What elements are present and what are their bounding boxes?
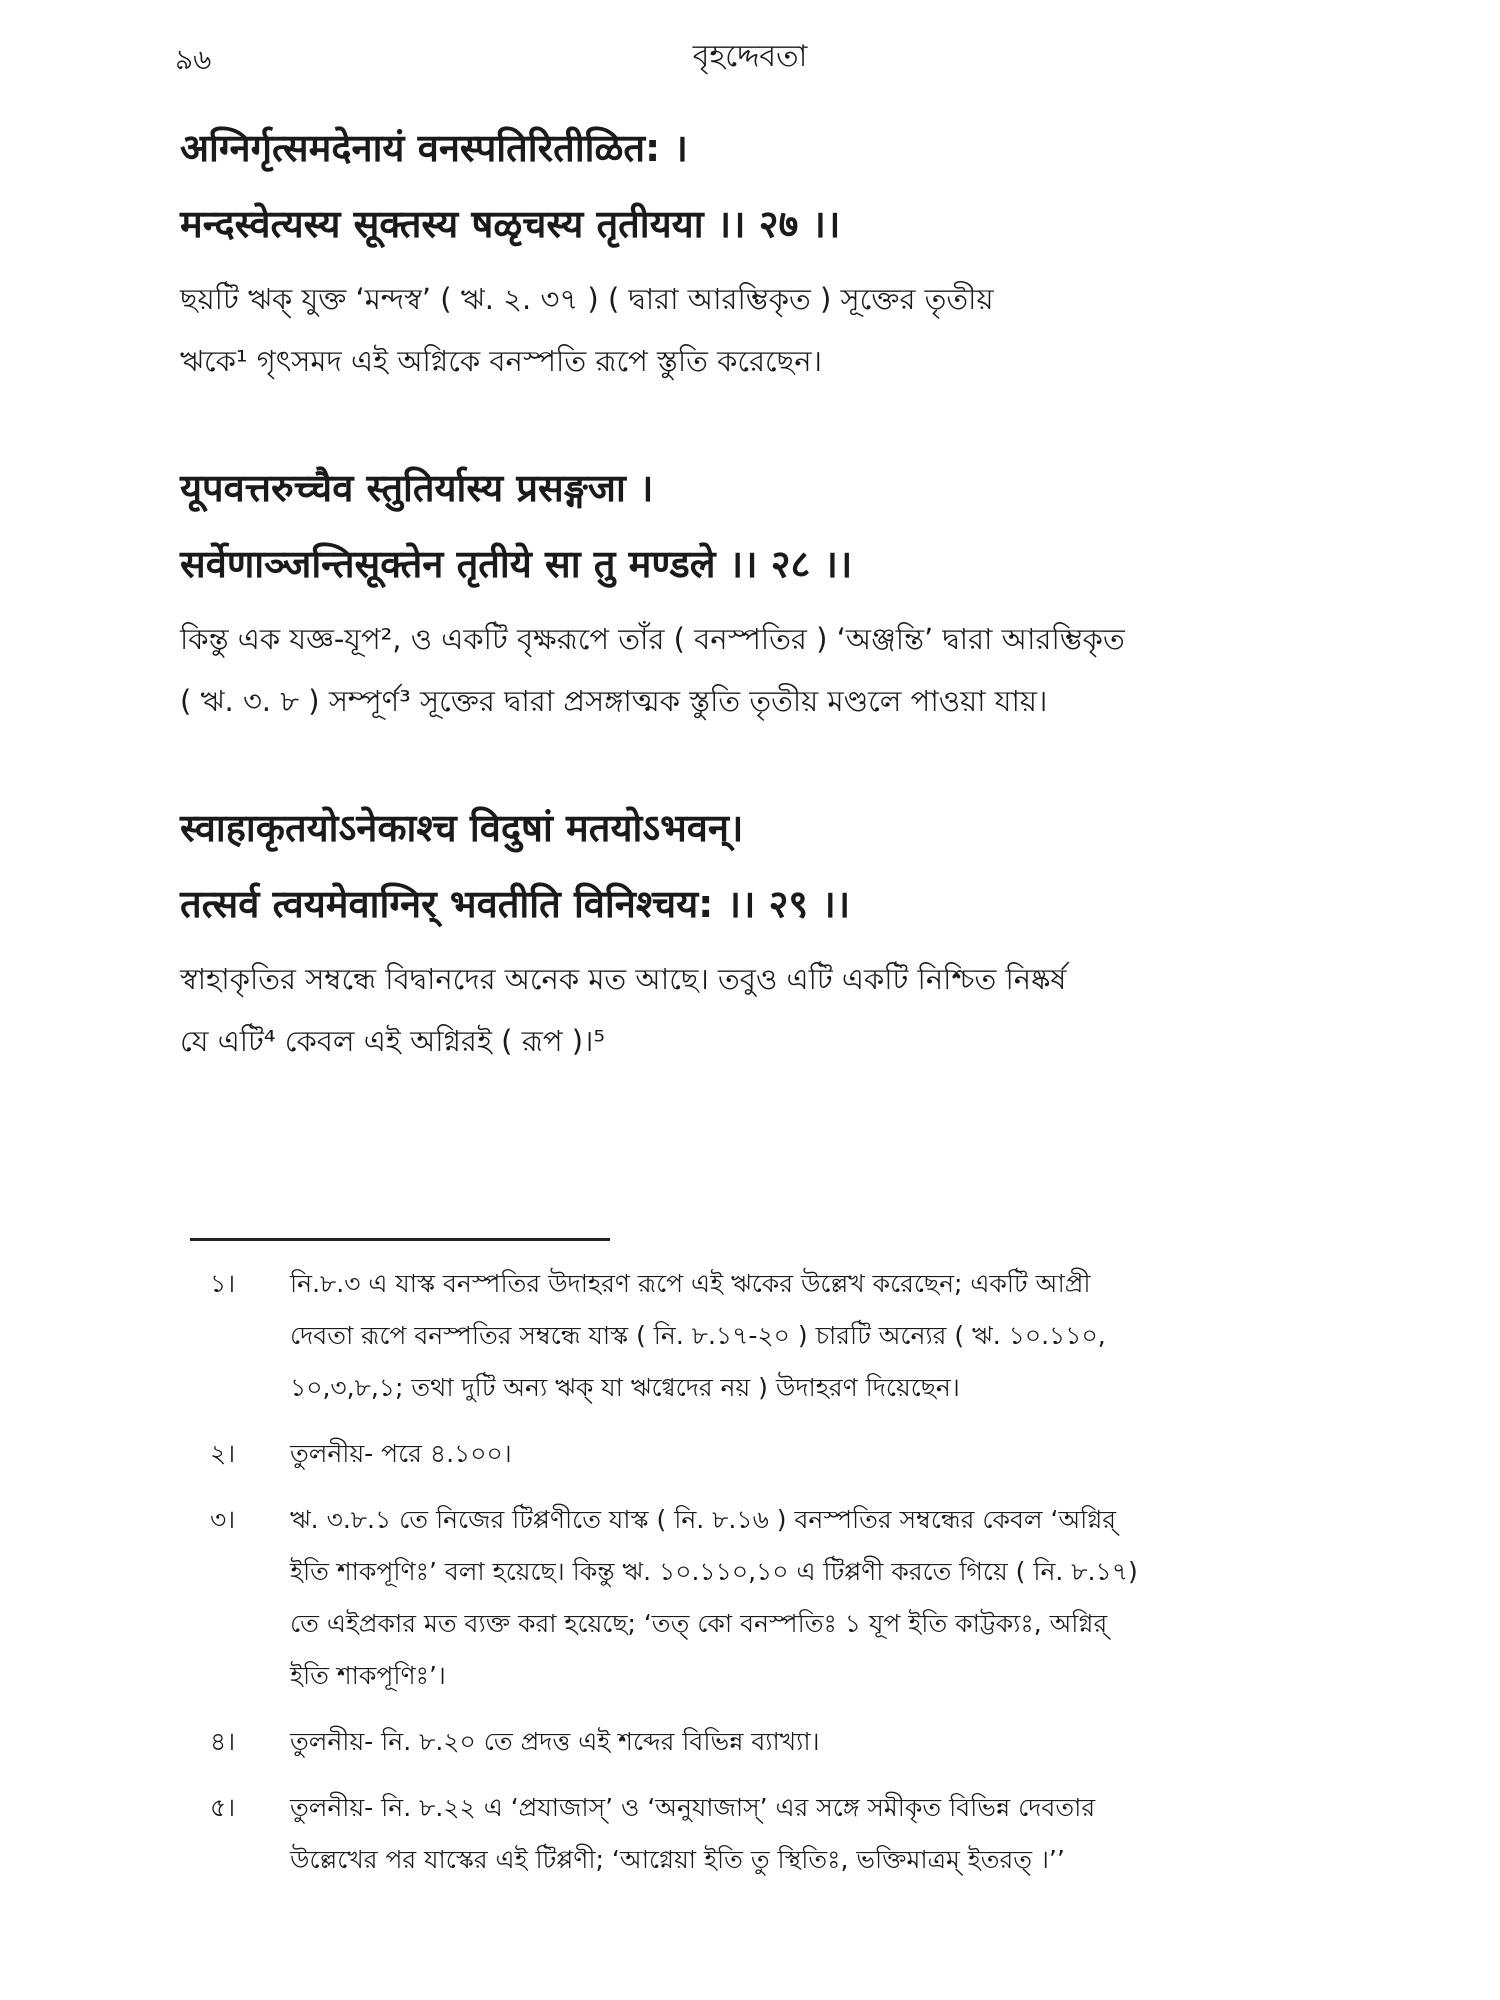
sanskrit-line: सर्वेणाञ्जन्तिसूक्तेन तृतीये सा तु मण्डले ।। २८ ।। bbox=[180, 542, 853, 586]
footnote-divider bbox=[190, 1238, 610, 1241]
footnote-line: তুলনীয়- নি. ৮.২০ তে প্রদত্ত এই শব্দের বিভিন্ন ব্যাখ্যা। bbox=[290, 1727, 820, 1756]
footnote-line: নি.৮.৩ এ যাস্ক বনস্পতির উদাহরণ রূপে এই ঋকের উল্লেখ করেছেন; একটি আপ্রী bbox=[290, 1269, 1091, 1298]
verse-28 bbox=[180, 450, 1360, 732]
footnote-line: ১০,৩,৮,১; তথা দুটি অন্য ঋক্ যা ঋগ্বেদের নয় ) উদাহরণ দিয়েছেন। bbox=[290, 1373, 960, 1402]
footnote-line: ইতি শাকপূণিঃ’ বলা হয়েছে। কিন্তু ঋ. ১০.১১০,১০ এ টিপ্পণী করতে গিয়ে ( নি. ৮.১৭) bbox=[290, 1557, 1138, 1586]
footnote-text bbox=[290, 1716, 1360, 1768]
page-header bbox=[0, 28, 1500, 88]
sanskrit-line: मन्दस्वेत्यस्य सूक्तस्य षळृचस्य तृतीयया ।। २७ ।। bbox=[180, 202, 841, 246]
sanskrit-line: अग्निर्गृत्समदेनायं वनस्पतिरितीळित: । bbox=[180, 126, 688, 170]
bangla-translation bbox=[180, 948, 1360, 1072]
footnotes bbox=[210, 1258, 1360, 1900]
footnote-line: তুলনীয়- নি. ৮.২২ এ ‘প্রযাজাস্’ ও ‘অনুযাজাস্’ এর সঙ্গে সমীকৃত বিভিন্ন দেবতার bbox=[290, 1793, 1096, 1822]
main-text bbox=[180, 110, 1360, 1130]
footnote-number: ৫। bbox=[210, 1793, 236, 1822]
footnote-2 bbox=[210, 1428, 1360, 1480]
translation-line: স্বাহাকৃতির সম্বন্ধে বিদ্বানদের অনেক মত আছে। তবুও এটি একটি নিশ্চিত নিষ্কর্ষ bbox=[180, 962, 1067, 996]
footnote-number: ২। bbox=[210, 1439, 236, 1468]
page-number: ৯৬ bbox=[175, 43, 212, 76]
footnote-3 bbox=[210, 1494, 1360, 1702]
footnote-text bbox=[290, 1494, 1360, 1702]
bangla-translation bbox=[180, 268, 1360, 392]
verse-27 bbox=[180, 110, 1360, 392]
footnote-4 bbox=[210, 1716, 1360, 1768]
translation-line: ঋকে¹ গৃৎসমদ এই অগ্নিকে বনস্পতি রূপে স্তুতি করেছেন। bbox=[180, 344, 822, 378]
footnote-line: দেবতা রূপে বনস্পতির সম্বন্ধে যাস্ক ( নি. ৮.১৭-২০ ) চারটি অন্যের ( ঋ. ১০.১১০, bbox=[290, 1321, 1106, 1350]
footnote-number: ৪। bbox=[210, 1727, 236, 1756]
running-title: বৃহদ্দেবতা bbox=[692, 39, 808, 74]
footnote-number: ১। bbox=[210, 1269, 236, 1298]
footnote-line: তে এইপ্রকার মত ব্যক্ত করা হয়েছে; ‘তত্ কো বনস্পতিঃ ১ যূপ ইতি কাট্টক্যঃ, অগ্নির্ bbox=[290, 1609, 1108, 1638]
bangla-translation bbox=[180, 608, 1360, 732]
footnote-text bbox=[290, 1258, 1360, 1414]
translation-line: যে এটি⁴ কেবল এই অগ্নিরই ( রূপ )।⁵ bbox=[180, 1024, 606, 1058]
footnote-line: তুলনীয়- পরে ৪.১০০। bbox=[290, 1439, 512, 1468]
footnote-line: উল্লেখের পর যাস্কের এই টিপ্পণী; ‘আগ্নেয়া ইতি তু স্থিতিঃ, ভক্তিমাত্রম্ ইতরত্ ।’’ bbox=[290, 1845, 1065, 1874]
sanskrit-line: यूपवत्तरुच्चैव स्तुतिर्यास्य प्रसङ्गजा । bbox=[180, 466, 654, 510]
footnote-number: ৩। bbox=[210, 1505, 236, 1534]
footnote-text bbox=[290, 1428, 1360, 1480]
footnote-line: ঋ. ৩.৮.১ তে নিজের টিপ্পণীতে যাস্ক ( নি. ৮.১৬ ) বনস্পতির সম্বন্ধের কেবল ‘অগ্নির্ bbox=[290, 1505, 1117, 1534]
footnote-5 bbox=[210, 1782, 1360, 1886]
verse-29 bbox=[180, 790, 1360, 1072]
translation-line: কিন্তু এক যজ্ঞ-যূপ², ও একটি বৃক্ষরূপে তাঁর ( বনস্পতির ) ‘অঞ্জন্তি’ দ্বারা আরম্ভিকৃত bbox=[180, 622, 1125, 656]
sanskrit-line: स्वाहाकृतयोऽनेकाश्च विदुषां मतयोऽभवन्। bbox=[180, 806, 744, 850]
sanskrit-line: तत्सर्व त्वयमेवाग्निर् भवतीति विनिश्चय: ।। २९ ।। bbox=[180, 882, 851, 926]
footnote-text bbox=[290, 1782, 1360, 1886]
translation-line: ( ঋ. ৩. ৮ ) সম্পূর্ণ³ সূক্তের দ্বারা প্রসঙ্গাত্মক স্তুতি তৃতীয় মণ্ডলে পাওয়া যায়। bbox=[180, 684, 1048, 718]
translation-line: ছয়টি ঋক্ যুক্ত ‘মন্দস্ব’ ( ঋ. ২. ৩৭ ) ( দ্বারা আরম্ভিকৃত ) সূক্তের তৃতীয় bbox=[180, 282, 994, 316]
footnote-1 bbox=[210, 1258, 1360, 1414]
footnote-line: ইতি শাকপূণিঃ’। bbox=[290, 1661, 446, 1690]
